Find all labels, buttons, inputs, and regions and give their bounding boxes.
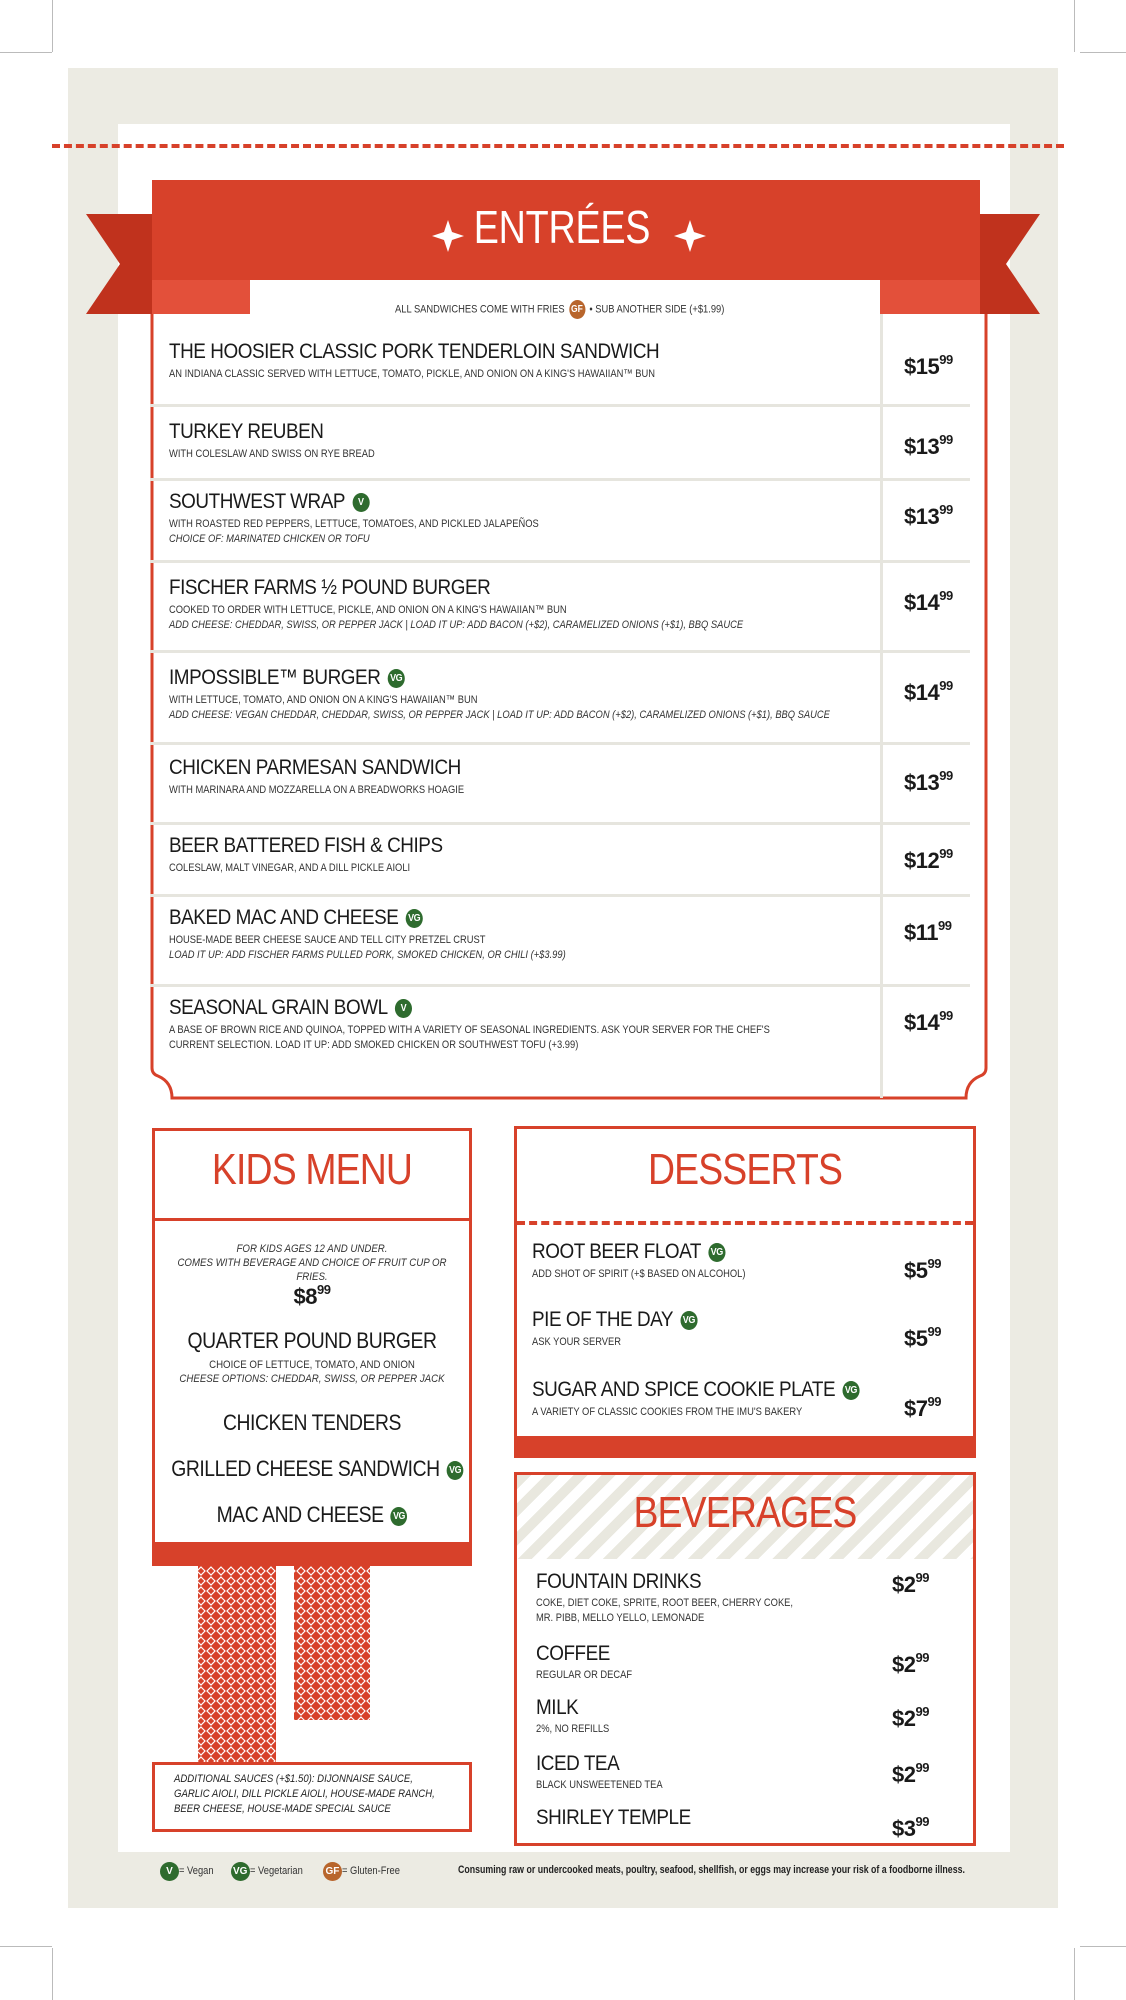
crop-mark [52, 0, 53, 52]
kids-item-options: CHEESE OPTIONS: CHEDDAR, SWISS, OR PEPPER JACK [179, 1373, 445, 1385]
dessert-name: ROOT BEER FLOAT [532, 1240, 701, 1263]
dessert-item [532, 1378, 872, 1420]
row-divider [150, 560, 970, 563]
row-divider [150, 822, 970, 825]
entree-name: TURKEY REUBEN [169, 420, 324, 443]
vegan-badge: V [395, 999, 412, 1018]
kids-item [152, 1410, 472, 1436]
beverage-price: $\$2^{99}$ [892, 1650, 929, 1677]
beverage-item [536, 1642, 856, 1683]
crop-mark [0, 52, 52, 53]
entree-name: CHICKEN PARMESAN SANDWICH [169, 756, 461, 779]
entree-description: AN INDIANA CLASSIC SERVED WITH LETTUCE, TOMATO, PICKLE, AND ONION ON A KING'S HAWAIIAN™ BUN [169, 368, 656, 380]
entree-item [169, 756, 869, 798]
entrees-note [150, 300, 970, 319]
entrees-frame [80, 178, 1046, 1118]
vegan-badge: V [160, 1862, 179, 1881]
crop-mark [1080, 1946, 1126, 1947]
entree-options: LOAD IT UP: ADD FISCHER FARMS PULLED PORK, SMOKED CHICKEN, OR CHILI (+$3.99) [169, 949, 566, 961]
beverage-price: $\$2^{99}$ [892, 1704, 929, 1731]
crop-mark [1080, 52, 1126, 53]
ribbon-tail-right [980, 214, 1040, 314]
kids-item [152, 1456, 472, 1482]
entree-description: WITH LETTUCE, TOMATO, AND ONION ON A KING'S HAWAIIAN™ BUN [169, 694, 478, 706]
legend-vegan: = Vegan [179, 1865, 214, 1878]
vegetarian-badge: VG [231, 1862, 250, 1881]
entree-description: WITH COLESLAW AND SWISS ON RYE BREAD [169, 448, 375, 460]
entree-price: $\$15^{99}$ [904, 352, 953, 379]
vegetarian-badge: VG [842, 1381, 859, 1400]
entree-item [169, 834, 869, 876]
vegetarian-badge: VG [708, 1243, 725, 1262]
beverage-description: MR. PIBB, MELLO YELLO, LEMONADE [536, 1612, 705, 1624]
dessert-description: ASK YOUR SERVER [532, 1336, 622, 1348]
entrees-title: ENTRÉES [473, 201, 651, 253]
gf-badge: GF [569, 300, 585, 319]
entree-price: $\$14^{99}$ [904, 678, 953, 705]
entree-name: FISCHER FARMS ½ POUND BURGER [169, 576, 491, 599]
entree-item [169, 340, 869, 382]
beverage-description: 2%, NO REFILLS [536, 1723, 610, 1735]
entree-price: $\$13^{99}$ [904, 432, 953, 459]
dashed-divider [52, 144, 1064, 148]
kids-item-name: MAC AND CHEESE [216, 1502, 384, 1527]
beverage-name: ICED TEA [536, 1752, 620, 1775]
beverage-name: COFFEE [536, 1642, 610, 1665]
dietary-legend [160, 1862, 410, 1881]
dessert-price: $\$5^{99}$ [904, 1256, 941, 1283]
entree-item [169, 996, 869, 1053]
crop-mark [0, 1946, 52, 1947]
entree-options: CHOICE OF: MARINATED CHICKEN OR TOFU [169, 533, 370, 545]
kids-item-name: GRILLED CHEESE SANDWICH [171, 1456, 440, 1481]
beverage-item [536, 1752, 856, 1793]
vegetarian-badge: VG [680, 1311, 697, 1330]
gluten-free-badge: GF [323, 1862, 342, 1881]
kids-item-description: CHOICE OF LETTUCE, TOMATO, AND ONION [209, 1359, 415, 1371]
entree-item [169, 666, 869, 723]
entree-price: $\$14^{99}$ [904, 588, 953, 615]
dessert-item [532, 1308, 872, 1350]
vegetarian-badge: VG [388, 669, 405, 688]
row-divider [150, 478, 970, 481]
entree-name: BAKED MAC AND CHEESE [169, 906, 399, 929]
kids-includes-note: COMES WITH BEVERAGE AND CHOICE OF FRUIT CUP OR FRIES. [177, 1257, 447, 1283]
dessert-name: PIE OF THE DAY [532, 1308, 674, 1331]
dessert-name: SUGAR AND SPICE COOKIE PLATE [532, 1378, 836, 1401]
desserts-bottom-band [514, 1436, 976, 1458]
legend-vegetarian: = Vegetarian [249, 1865, 303, 1878]
kids-price: $\$8^{99}$ [293, 1282, 331, 1309]
row-divider [150, 650, 970, 653]
kids-menu-title: KIDS MENU [211, 1145, 413, 1194]
kids-item-name: CHICKEN TENDERS [222, 1410, 402, 1435]
beverage-name: MILK [536, 1696, 579, 1719]
beverage-name: SHIRLEY TEMPLE [536, 1806, 691, 1829]
entree-item [169, 420, 869, 462]
row-divider [150, 984, 970, 987]
entree-item [169, 490, 869, 547]
beverage-item [536, 1570, 856, 1626]
entree-price: $\$14^{99}$ [904, 1008, 953, 1035]
row-divider [150, 894, 970, 897]
row-divider [150, 742, 970, 745]
kids-item [152, 1502, 472, 1528]
vegetarian-badge: VG [406, 909, 423, 928]
kids-header-line [155, 1218, 469, 1221]
vegetarian-badge: VG [447, 1461, 464, 1480]
row-divider [150, 404, 970, 407]
entree-name: IMPOSSIBLE™ BURGER [169, 666, 381, 689]
entree-options: CURRENT SELECTION. LOAD IT UP: ADD SMOKED CHICKEN OR SOUTHWEST TOFU (+3.99) [169, 1039, 579, 1051]
entree-name: SOUTHWEST WRAP [169, 490, 346, 513]
beverage-price: $\$2^{99}$ [892, 1760, 929, 1787]
beverage-price: $\$3^{99}$ [892, 1814, 929, 1841]
kids-item-name: QUARTER POUND BURGER [187, 1328, 437, 1353]
dessert-item [532, 1240, 872, 1282]
beverage-description: COKE, DIET COKE, SPRITE, ROOT BEER, CHERRY COKE, [536, 1597, 794, 1609]
entree-price: $\$11^{99}$ [904, 918, 952, 945]
dessert-description: A VARIETY OF CLASSIC COOKIES FROM THE IMU'S BAKERY [532, 1406, 803, 1418]
crop-mark [52, 1948, 53, 2000]
beverage-name: FOUNTAIN DRINKS [536, 1570, 702, 1593]
beverage-description: REGULAR OR DECAF [536, 1669, 633, 1681]
entree-price: $\$13^{99}$ [904, 502, 953, 529]
beverages-title: BEVERAGES [633, 1488, 857, 1537]
entree-options: ADD CHEESE: CHEDDAR, SWISS, OR PEPPER JACK | LOAD IT UP: ADD BACON (+$2), CARAMELIZED ONIONS (+$1), BBQ SAUCE [169, 619, 744, 631]
kids-note [152, 1242, 472, 1284]
legend-gluten-free: = Gluten-Free [341, 1865, 400, 1878]
desserts-title: DESSERTS [647, 1145, 843, 1194]
crop-mark [1074, 0, 1075, 52]
entree-description: WITH MARINARA AND MOZZARELLA ON A BREADWORKS HOAGIE [169, 784, 465, 796]
entree-item [169, 576, 869, 633]
entree-description: A BASE OF BROWN RICE AND QUINOA, TOPPED WITH A VARIETY OF SEASONAL INGREDIENTS. ASK YOUR SERVER FOR THE CHEF'S [169, 1024, 770, 1036]
entree-item [169, 906, 869, 963]
crop-mark [1074, 1948, 1075, 2000]
entree-description: WITH ROASTED RED PEPPERS, LETTUCE, TOMATOES, AND PICKLED JALAPEÑOS [169, 518, 539, 530]
entree-options: ADD CHEESE: VEGAN CHEDDAR, CHEDDAR, SWISS, OR PEPPER JACK | LOAD IT UP: ADD BACON (+$2), CARAMELIZED ONIONS (+$1), BBQ SAUCE [169, 709, 830, 721]
vegetarian-badge: VG [391, 1507, 408, 1526]
beverage-description: BLACK UNSWEETENED TEA [536, 1779, 663, 1791]
dessert-price: $\$5^{99}$ [904, 1324, 941, 1351]
sauces-line: ADDITIONAL SAUCES (+$1.50): DIJONNAISE SAUCE, [174, 1773, 413, 1785]
desserts-dashed-line [517, 1221, 973, 1225]
food-safety-disclaimer: Consuming raw or undercooked meats, poultry, seafood, shellfish, or eggs may increase your risk of a foodborne illness. [458, 1864, 965, 1876]
kids-ribbons [196, 1566, 376, 1766]
dessert-price: $\$7^{99}$ [904, 1394, 941, 1421]
entree-price: $\$12^{99}$ [904, 846, 953, 873]
beverage-item [536, 1696, 856, 1737]
sub-side-note: • SUB ANOTHER SIDE (+$1.99) [589, 303, 725, 316]
entree-name: THE HOOSIER CLASSIC PORK TENDERLOIN SANDWICH [169, 340, 660, 363]
kids-item [152, 1328, 472, 1386]
sauces-line: BEER CHEESE, HOUSE-MADE SPECIAL SAUCE [174, 1803, 391, 1815]
vegan-badge: V [352, 493, 369, 512]
entree-name: BEER BATTERED FISH & CHIPS [169, 834, 443, 857]
entree-description: COLESLAW, MALT VINEGAR, AND A DILL PICKLE AIOLI [169, 862, 411, 874]
beverage-price: $\$2^{99}$ [892, 1570, 929, 1597]
entree-description: HOUSE-MADE BEER CHEESE SAUCE AND TELL CITY PRETZEL CRUST [169, 934, 486, 946]
dessert-description: ADD SHOT OF SPIRIT (+$ BASED ON ALCOHOL) [532, 1268, 746, 1280]
beverage-item [536, 1806, 856, 1830]
kids-bottom-band [152, 1542, 472, 1566]
sauces-text [174, 1772, 474, 1817]
kids-age-note: FOR KIDS AGES 12 AND UNDER. [236, 1243, 388, 1255]
entree-description: COOKED TO ORDER WITH LETTUCE, PICKLE, AND ONION ON A KING'S HAWAIIAN™ BUN [169, 604, 567, 616]
sauces-line: GARLIC AIOLI, DILL PICKLE AIOLI, HOUSE-MADE RANCH, [174, 1788, 435, 1800]
fries-note: ALL SANDWICHES COME WITH FRIES [395, 303, 565, 316]
entree-price: $\$13^{99}$ [904, 768, 953, 795]
entree-name: SEASONAL GRAIN BOWL [169, 996, 388, 1019]
